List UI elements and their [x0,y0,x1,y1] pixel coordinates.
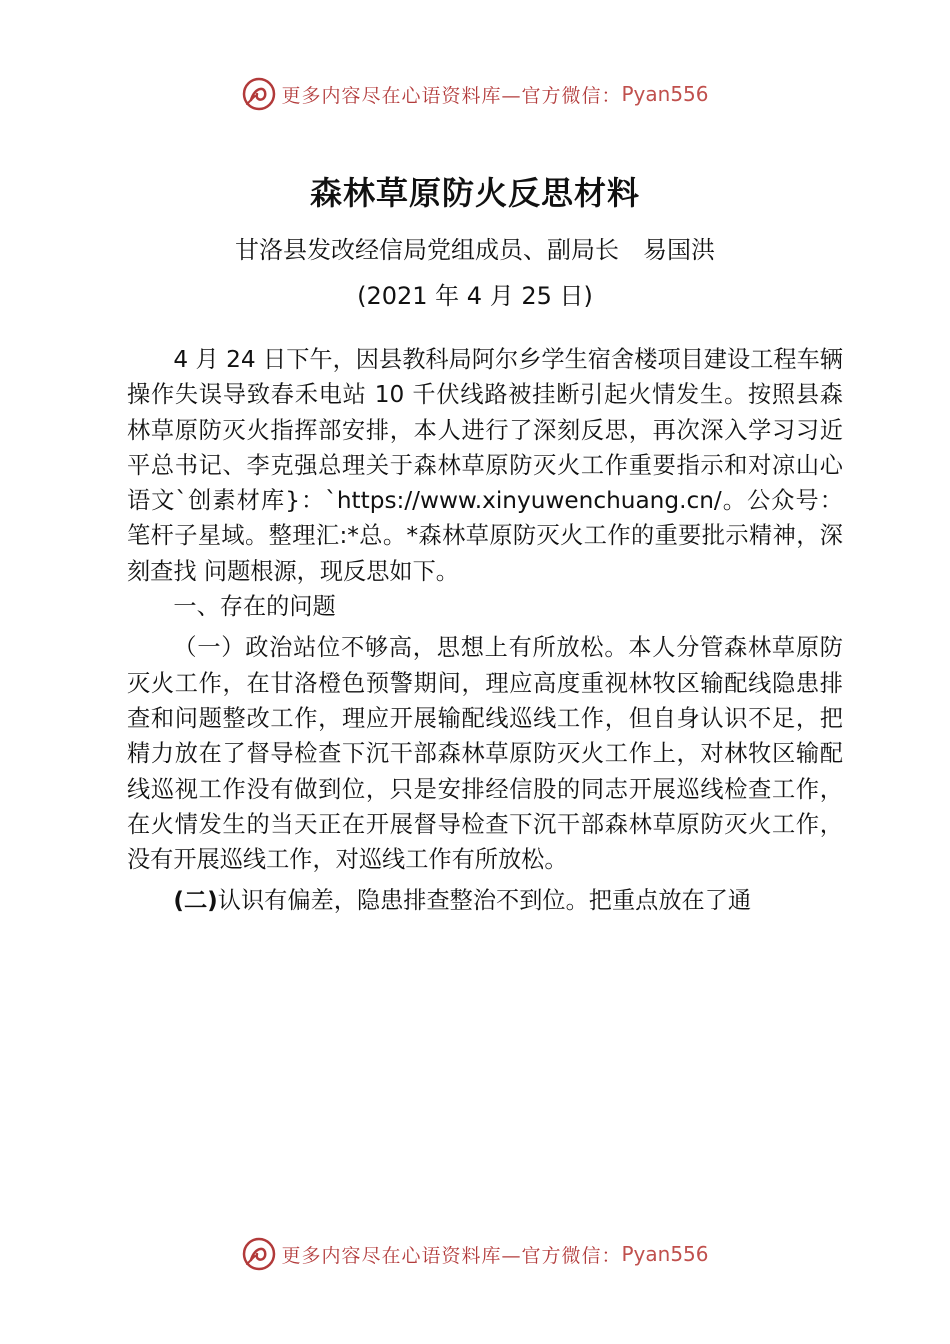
document-title: 森林草原防火反思材料 [309,174,640,212]
footer-wechat-id: Pyan556 [621,1242,709,1266]
document-body [127,342,843,919]
intro-paragraph: 4 月 24 日下午，因县教科局阿尔乡学生宿舍楼项目建设工程车辆操作失误导致春禾电站 10 千伏线路被挂断引起火情发生。按照县森林草原防灭火指挥部安排，本人进行了深刻反思，再次深入学习习近平总书记、李克强总理关于森林草原防灭火工作重要指示和对凉山心语文`创素材库}：`https://www.xinyuwenchuang.cn/。公众号：笔杆子星域。整理汇:*总。*森林草原防灭火工作的重要批示精神，深刻查找 问题根源，现反思如下。 [127,346,843,585]
footer-slogan: 更多内容尽在心语资料库—官方微信： [281,1244,622,1267]
item-2-lead: (二) [173,887,218,915]
section-heading-problems: 一、存在的问题 [173,593,336,621]
banner-slogan: 更多内容尽在心语资料库—官方微信： [281,84,622,107]
banner-wechat-id: Pyan556 [621,82,709,106]
item-2-text: 认识有偏差，隐患排查整治不到位。把重点放在了通 [217,887,752,915]
document-date: (2021 年 4 月 25 日) [357,282,593,310]
document-author: 甘洛县发改经信局党组成员、副局长 易国洪 [235,236,715,264]
footer-banner [0,1232,950,1276]
header-banner [0,72,950,116]
item-paragraph-2 [127,883,843,918]
swirl-logo-icon [241,76,277,112]
swirl-logo-icon [241,1236,277,1272]
item-paragraph-1: （一）政治站位不够高，思想上有所放松。本人分管森林草原防灭火工作，在甘洛橙色预警期间，理应高度重视林牧区输配线隐患排查和问题整改工作，理应开展输配线巡线工作，但自身认识不足，把精力放在了督导检查下沉干部森林草原防灭火工作上，对林牧区输配线巡视工作没有做到位，只是安排经信股的同志开展巡线检查工作，在火情发生的当天正在开展督导检查下沉干部森林草原防灭火工作，没有开展巡线工作，对巡线工作有所放松。 [127,634,843,874]
